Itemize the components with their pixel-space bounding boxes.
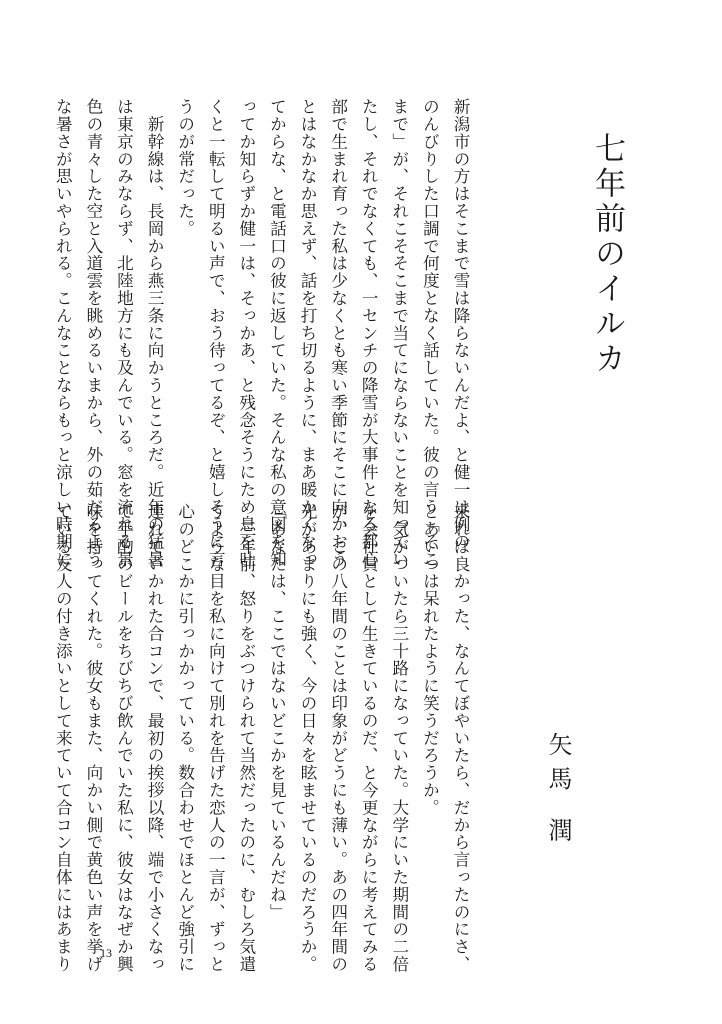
body-text-upper-block: 新潟市の方はそこまで雪は降らないんだよ、と健一は例の のんびりした口調で何度となく話していた。彼の言う「そこ まで」が、それこそそこまで当てにならないことを知ってい たし、それでなくても、一センチの降雪が大事件となる都心 部で生まれ育った私は少なくとも寒い季節にそこに向かおう とはなかなか思えず、話を打ち切るように、まあ暖かくなっ てからな、と電話口の彼に返していた。そんな私の意図を知 ってか知らずか健一は、そっかあ、と残念そうにため息を吐 くと一転して明るい声で、おう待ってるぞ、と嬉しそうに言 うのが常だった。 新幹線は、長岡から燕三条に向かうところだ。近年の猛暑 は東京のみならず、北陸地方にも及んでいる。窓を流れる景 色の青々した空と入道雲を眺めるいまから、外の茹だるよう な暑さが思いやられる。こんなことならもっと涼しい時期に [53,98,470,568]
page-number: 13 [100,946,112,960]
body-text-lower-block: 来れば良かった、なんてぼやいたら、だから言ったのにさ、 とあいつは呆れたように笑うだろうか。 気がついたら三十路になっていた。大学にいた期間の二倍 を会社員として生きているのだ、と今更ながらに考えてみる が、この八年間のことは印象がどうにも薄い。あの四年間の 光があまりにも強く、今の日々を眩ませているのだろうか。 「あなたは、ここではないどこかを見ているんだね」 三年前、怒りをぶつけられて当然だったのに、むしろ気遣 うような目を私に向けて別れを告げた恋人の一言が、ずっと 心のどこかに引っかかっている。数合わせでほとんど強引に 連れていかれた合コンで、最初の挨拶以降、端で小さくなっ て手酌のビールをちびちび飲んでいた私に、彼女はなぜか興 味を持ってくれた。彼女もまた、向かい側で黄色い声を挙げ ている友人の付き添いとして来ていて合コン自体にはあまり [53,503,470,973]
story-title: 七年前のイルカ [589,132,625,377]
author-name: 矢馬 潤 [544,732,572,852]
